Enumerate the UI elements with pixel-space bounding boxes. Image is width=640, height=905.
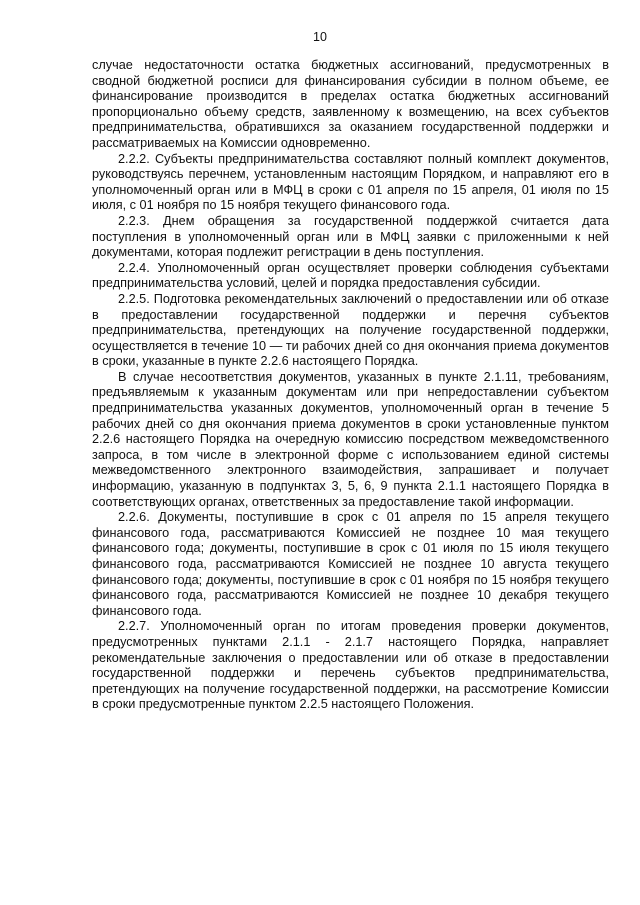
paragraph-2-2-3: 2.2.3. Днем обращения за государственной поддержкой считается дата поступления в уполномоченный орган или в МФЦ заявки с приложенными к ней документами, которая подлежит регистрации в день поступления. [92,213,609,260]
paragraph-2-2-5: 2.2.5. Подготовка рекомендательных заключений о предоставлении или об отказе в предоставлении государственной поддержки и перечня субъектов предпринимательства, претендующих на получение государственной поддержки, осуществляется в течение 10 — ти рабочих дней со дня окончания приема документов в сроки, указанные в пункте 2.2.6 настоящего Порядка. [92,291,609,369]
paragraph-2-2-2: 2.2.2. Субъекты предпринимательства составляют полный комплект документов, руководствуясь перечнем, установленным настоящим Порядком, и направляют его в уполномоченный орган или в МФЦ в сроки с 01 апреля по 15 апреля, 01 июля по 15 июля, с 01 ноября по 15 ноября текущего финансового года. [92,151,609,213]
paragraph-2-2-6: 2.2.6. Документы, поступившие в срок с 01 апреля по 15 апреля текущего финансового года, рассматриваются Комиссией не позднее 10 мая текущего финансового года; документы, поступившие в срок с 01 июля по 15 июля текущего финансового года, рассматриваются Комиссией не позднее 10 августа текущего финансового года; документы, поступившие в срок с 01 ноября по 15 ноября текущего финансового года, рассматриваются Комиссией не позднее 10 декабря текущего финансового года. [92,510,609,618]
paragraph-continuation: случае недостаточности остатка бюджетных ассигнований, предусмотренных в сводной бюджетной росписи для финансирования субсидии в полном объеме, ее финансирование производится в пределах остатка бюджетных ассигнований пропорционально объему средств, заявленному к возмещению, на всех субъектов предпринимательства, обратившихся за оказанием государственной поддержки и рассматриваемых на Комиссии одновременно. [92,58,609,150]
document-body [92,58,609,713]
paragraph-2-2-7: 2.2.7. Уполномоченный орган по итогам проведения проверки документов, предусмотренных пунктами 2.1.1 - 2.1.7 настоящего Порядка, направляет рекомендательные заключения о предоставлении или об отказе в предоставлении государственной поддержки и перечень субъектов предпринимательства, претендующих на получение государственной поддержки, на рассмотрение Комиссии в сроки предусмотренные пунктом 2.2.5 настоящего Положения. [92,619,609,712]
page-number: 10 [313,30,327,44]
paragraph-2-2-4: 2.2.4. Уполномоченный орган осуществляет проверки соблюдения субъектами предпринимательства условий, целей и порядка предоставления субсидии. [92,260,609,291]
paragraph-2-2-5-noncompliance: В случае несоответствия документов, указанных в пункте 2.1.11, требованиям, предъявляемым к указанным документам или при непредоставлении субъектом предпринимательства указанных документов, уполномоченный орган в течение 5 рабочих дней со дня окончания приема документов в сроки установленные пунктом 2.2.6 настоящего Порядка на очередную комиссию посредством межведомственного запроса, в том числе в электронной форме с использованием единой системы межведомственного электронного взаимодействия, запрашивает и получает информацию, указанную в подпунктах 3, 5, 6, 9 пункта 2.1.1 настоящего Порядка в соответствующих органах, ответственных за предоставление такой информации. [92,369,609,509]
